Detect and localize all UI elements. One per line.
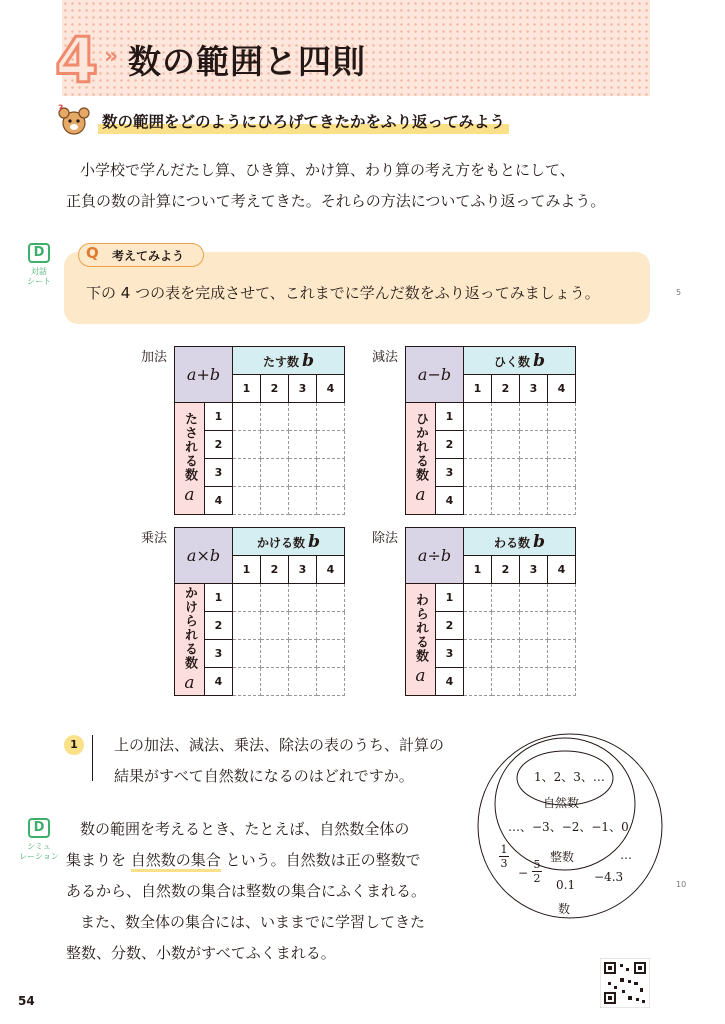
- answer-cell[interactable]: [317, 431, 345, 459]
- section-number: 4: [55, 24, 99, 97]
- answer-cell[interactable]: [317, 668, 345, 696]
- column-number: 1: [464, 556, 492, 584]
- answer-cell[interactable]: [520, 403, 548, 431]
- answer-cell[interactable]: [233, 431, 261, 459]
- answer-cell[interactable]: [520, 668, 548, 696]
- operation-cell: a÷b: [406, 528, 464, 584]
- column-header-label: わる数: [494, 535, 531, 550]
- fraction-five-halves-denominator: 2: [533, 872, 541, 885]
- column-variable: b: [302, 350, 314, 371]
- answer-cell[interactable]: [233, 640, 261, 668]
- row-header: [406, 584, 436, 696]
- answer-cell[interactable]: [520, 459, 548, 487]
- fraction-five-halves-numerator: 5: [533, 858, 541, 871]
- answer-cell[interactable]: [520, 487, 548, 515]
- answer-cell[interactable]: [233, 403, 261, 431]
- column-header-label: ひく数: [494, 354, 531, 369]
- fraction-one-third-denominator: 3: [500, 857, 508, 870]
- column-number: 3: [520, 375, 548, 403]
- body-paragraph: [66, 814, 466, 969]
- addition-table: [174, 346, 345, 515]
- operation-cell: a−b: [406, 347, 464, 403]
- answer-cell[interactable]: [317, 612, 345, 640]
- row-number: 1: [436, 584, 464, 612]
- division-table: [405, 527, 576, 696]
- answer-cell[interactable]: [520, 612, 548, 640]
- answer-cell[interactable]: [289, 459, 317, 487]
- row-number: 1: [205, 403, 233, 431]
- answer-cell[interactable]: [492, 459, 520, 487]
- answer-cell[interactable]: [548, 640, 576, 668]
- table-label-mul: 乗法: [141, 531, 168, 546]
- question-tag-letter: Q: [86, 244, 99, 262]
- decimal-example-2: −4.3: [594, 870, 624, 884]
- row-number: 4: [436, 487, 464, 515]
- page-number: 54: [18, 994, 35, 1008]
- column-variable: b: [533, 350, 545, 371]
- row-number: 1: [205, 584, 233, 612]
- fraction-one-third-numerator: 1: [500, 843, 508, 856]
- body-line-2: [66, 845, 466, 876]
- row-number: 2: [205, 612, 233, 640]
- section-title: 数の範囲と四則: [128, 42, 366, 81]
- column-number: 2: [261, 375, 289, 403]
- answer-cell[interactable]: [261, 668, 289, 696]
- question-1-line-2: 結果がすべて自然数になるのはどれですか。: [114, 767, 414, 785]
- column-number: 2: [261, 556, 289, 584]
- answer-cell[interactable]: [464, 612, 492, 640]
- answer-cell[interactable]: [233, 487, 261, 515]
- integer-label: 整数: [550, 850, 575, 864]
- term-natural-number-set: 自然数の集合: [131, 851, 221, 872]
- answer-cell[interactable]: [317, 640, 345, 668]
- answer-cell[interactable]: [289, 584, 317, 612]
- answer-cell[interactable]: [492, 403, 520, 431]
- number-label: 数: [558, 902, 571, 916]
- row-header-label: わられる数: [413, 593, 428, 663]
- answer-cell[interactable]: [548, 459, 576, 487]
- answer-cell[interactable]: [289, 612, 317, 640]
- row-number: 1: [436, 403, 464, 431]
- row-header-label: ひかれる数: [413, 412, 428, 482]
- answer-cell[interactable]: [464, 403, 492, 431]
- answer-cell[interactable]: [520, 640, 548, 668]
- answer-cell[interactable]: [261, 640, 289, 668]
- body-line-2-pre: 集まりを: [66, 851, 127, 869]
- multiplication-table: [174, 527, 345, 696]
- answer-cell[interactable]: [289, 487, 317, 515]
- row-header: [175, 584, 205, 696]
- decimal-example-1: 0.1: [556, 878, 576, 892]
- column-number: 4: [317, 375, 345, 403]
- answer-cell[interactable]: [289, 431, 317, 459]
- answer-cell[interactable]: [261, 459, 289, 487]
- fraction-minus-sign: −: [518, 866, 529, 880]
- answer-cell[interactable]: [548, 487, 576, 515]
- natural-number-label: 自然数: [543, 796, 580, 810]
- subtitle: 数の範囲をどのようにひろげてきたかをふり返ってみよう: [98, 110, 509, 134]
- fraction-five-halves: [532, 858, 542, 885]
- column-number: 3: [289, 556, 317, 584]
- column-variable: b: [308, 531, 320, 552]
- dialog-sheet-caption: [22, 267, 56, 287]
- answer-cell[interactable]: [317, 584, 345, 612]
- question-tag-label: 考えてみよう: [112, 249, 185, 263]
- question-1-line-1: 上の加法、減法、乗法、除法の表のうち、計算の: [114, 736, 445, 754]
- row-variable: a: [415, 666, 426, 686]
- row-number: 2: [436, 431, 464, 459]
- answer-cell[interactable]: [492, 668, 520, 696]
- column-number: 3: [520, 556, 548, 584]
- answer-cell[interactable]: [261, 403, 289, 431]
- row-number: 3: [436, 459, 464, 487]
- svg-text:?: ?: [58, 104, 64, 114]
- answer-cell[interactable]: [520, 584, 548, 612]
- row-header-label: たされる数: [182, 412, 197, 482]
- row-header-label: かけられる数: [182, 586, 197, 670]
- dialog-caption-line-1: 対話: [31, 267, 47, 276]
- column-number: 4: [317, 556, 345, 584]
- column-number: 1: [233, 375, 261, 403]
- answer-cell[interactable]: [233, 584, 261, 612]
- question-1-text: [114, 730, 464, 792]
- answer-cell[interactable]: [464, 668, 492, 696]
- column-number: 2: [492, 556, 520, 584]
- column-header-label: たす数: [263, 354, 300, 369]
- question-1-badge: 1: [64, 735, 84, 755]
- row-header: [175, 403, 205, 515]
- row-variable: a: [184, 485, 195, 505]
- answer-cell[interactable]: [548, 584, 576, 612]
- section-arrow: »: [104, 44, 119, 69]
- answer-cell[interactable]: [548, 431, 576, 459]
- operation-cell: a+b: [175, 347, 233, 403]
- answer-cell[interactable]: [548, 668, 576, 696]
- column-header-label: かける数: [257, 535, 306, 550]
- row-number: 3: [436, 640, 464, 668]
- number-set-diagram: [470, 728, 670, 928]
- row-number: 2: [205, 431, 233, 459]
- row-number: 4: [205, 487, 233, 515]
- column-header: [233, 347, 345, 375]
- column-number: 2: [492, 375, 520, 403]
- answer-cell[interactable]: [464, 431, 492, 459]
- answer-cell[interactable]: [464, 487, 492, 515]
- answer-cell[interactable]: [289, 403, 317, 431]
- answer-cell[interactable]: [464, 584, 492, 612]
- answer-cell[interactable]: [492, 431, 520, 459]
- answer-cell[interactable]: [317, 459, 345, 487]
- answer-cell[interactable]: [261, 431, 289, 459]
- row-variable: a: [184, 673, 195, 693]
- answer-cell[interactable]: [261, 584, 289, 612]
- fraction-one-third: [499, 843, 509, 870]
- answer-cell[interactable]: [289, 668, 317, 696]
- intro-line-1: 小学校で学んだたし算、ひき算、かけ算、わり算の考え方をもとにして、: [80, 161, 575, 179]
- answer-cell[interactable]: [520, 431, 548, 459]
- qr-code-icon[interactable]: [600, 958, 650, 1008]
- row-number: 3: [205, 640, 233, 668]
- row-variable: a: [415, 485, 426, 505]
- number-set-ellipsis: …: [620, 848, 632, 862]
- column-number: 1: [233, 556, 261, 584]
- column-variable: b: [533, 531, 545, 552]
- answer-cell[interactable]: [464, 459, 492, 487]
- mascot-icon: [56, 102, 92, 138]
- simulation-caption: [16, 842, 62, 862]
- body-line-4: また、数全体の集合には、いままでに学習してきた: [80, 913, 426, 931]
- answer-cell[interactable]: [289, 640, 317, 668]
- answer-cell[interactable]: [492, 487, 520, 515]
- intro-line-2: 正負の数の計算について考えてきた。それらの方法についてふり返ってみよう。: [66, 192, 606, 210]
- column-number: 3: [289, 375, 317, 403]
- row-number: 2: [436, 612, 464, 640]
- body-line-5: 整数、分数、小数がすべてふくまれる。: [66, 944, 336, 962]
- column-header: [233, 528, 345, 556]
- question-text: 下の 4 つの表を完成させて、これまでに学んだ数をふり返ってみましょう。: [86, 284, 600, 302]
- answer-cell[interactable]: [492, 612, 520, 640]
- answer-cell[interactable]: [548, 403, 576, 431]
- answer-cell[interactable]: [233, 459, 261, 487]
- row-number: 4: [436, 668, 464, 696]
- answer-cell[interactable]: [492, 640, 520, 668]
- answer-cell[interactable]: [233, 668, 261, 696]
- answer-cell[interactable]: [548, 612, 576, 640]
- body-line-3: あるから、自然数の集合は整数の集合にふくまれる。: [66, 882, 427, 900]
- answer-cell[interactable]: [317, 487, 345, 515]
- body-line-1: 数の範囲を考えるとき、たとえば、自然数全体の: [80, 820, 410, 838]
- column-header: [464, 528, 576, 556]
- subtraction-table: [405, 346, 576, 515]
- question-1-bracket: [92, 735, 102, 781]
- dialog-caption-line-2: シート: [27, 277, 51, 286]
- column-number: 4: [548, 556, 576, 584]
- answer-cell[interactable]: [233, 612, 261, 640]
- simulation-caption-line-1: シミュ: [27, 842, 51, 851]
- row-number: 4: [205, 668, 233, 696]
- table-label-sub: 減法: [372, 350, 399, 365]
- answer-cell[interactable]: [464, 640, 492, 668]
- operation-cell: a×b: [175, 528, 233, 584]
- line-number-10: 10: [676, 880, 687, 889]
- dialog-sheet-badge[interactable]: D: [28, 243, 50, 263]
- simulation-badge[interactable]: D: [28, 818, 50, 838]
- answer-cell[interactable]: [261, 487, 289, 515]
- table-label-div: 除法: [372, 531, 399, 546]
- answer-cell[interactable]: [317, 403, 345, 431]
- table-label-add: 加法: [141, 350, 168, 365]
- integer-examples: …、−3、−2、−1、0: [508, 820, 629, 834]
- row-header: [406, 403, 436, 515]
- natural-number-examples: 1、2、3、…: [534, 770, 605, 784]
- answer-cell[interactable]: [261, 612, 289, 640]
- column-number: 1: [464, 375, 492, 403]
- body-line-2-post: という。自然数は正の整数で: [225, 851, 421, 869]
- line-number-5: 5: [676, 288, 682, 297]
- intro-paragraph: [66, 155, 656, 217]
- answer-cell[interactable]: [492, 584, 520, 612]
- column-header: [464, 347, 576, 375]
- simulation-caption-line-2: レーション: [19, 852, 59, 861]
- column-number: 4: [548, 375, 576, 403]
- row-number: 3: [205, 459, 233, 487]
